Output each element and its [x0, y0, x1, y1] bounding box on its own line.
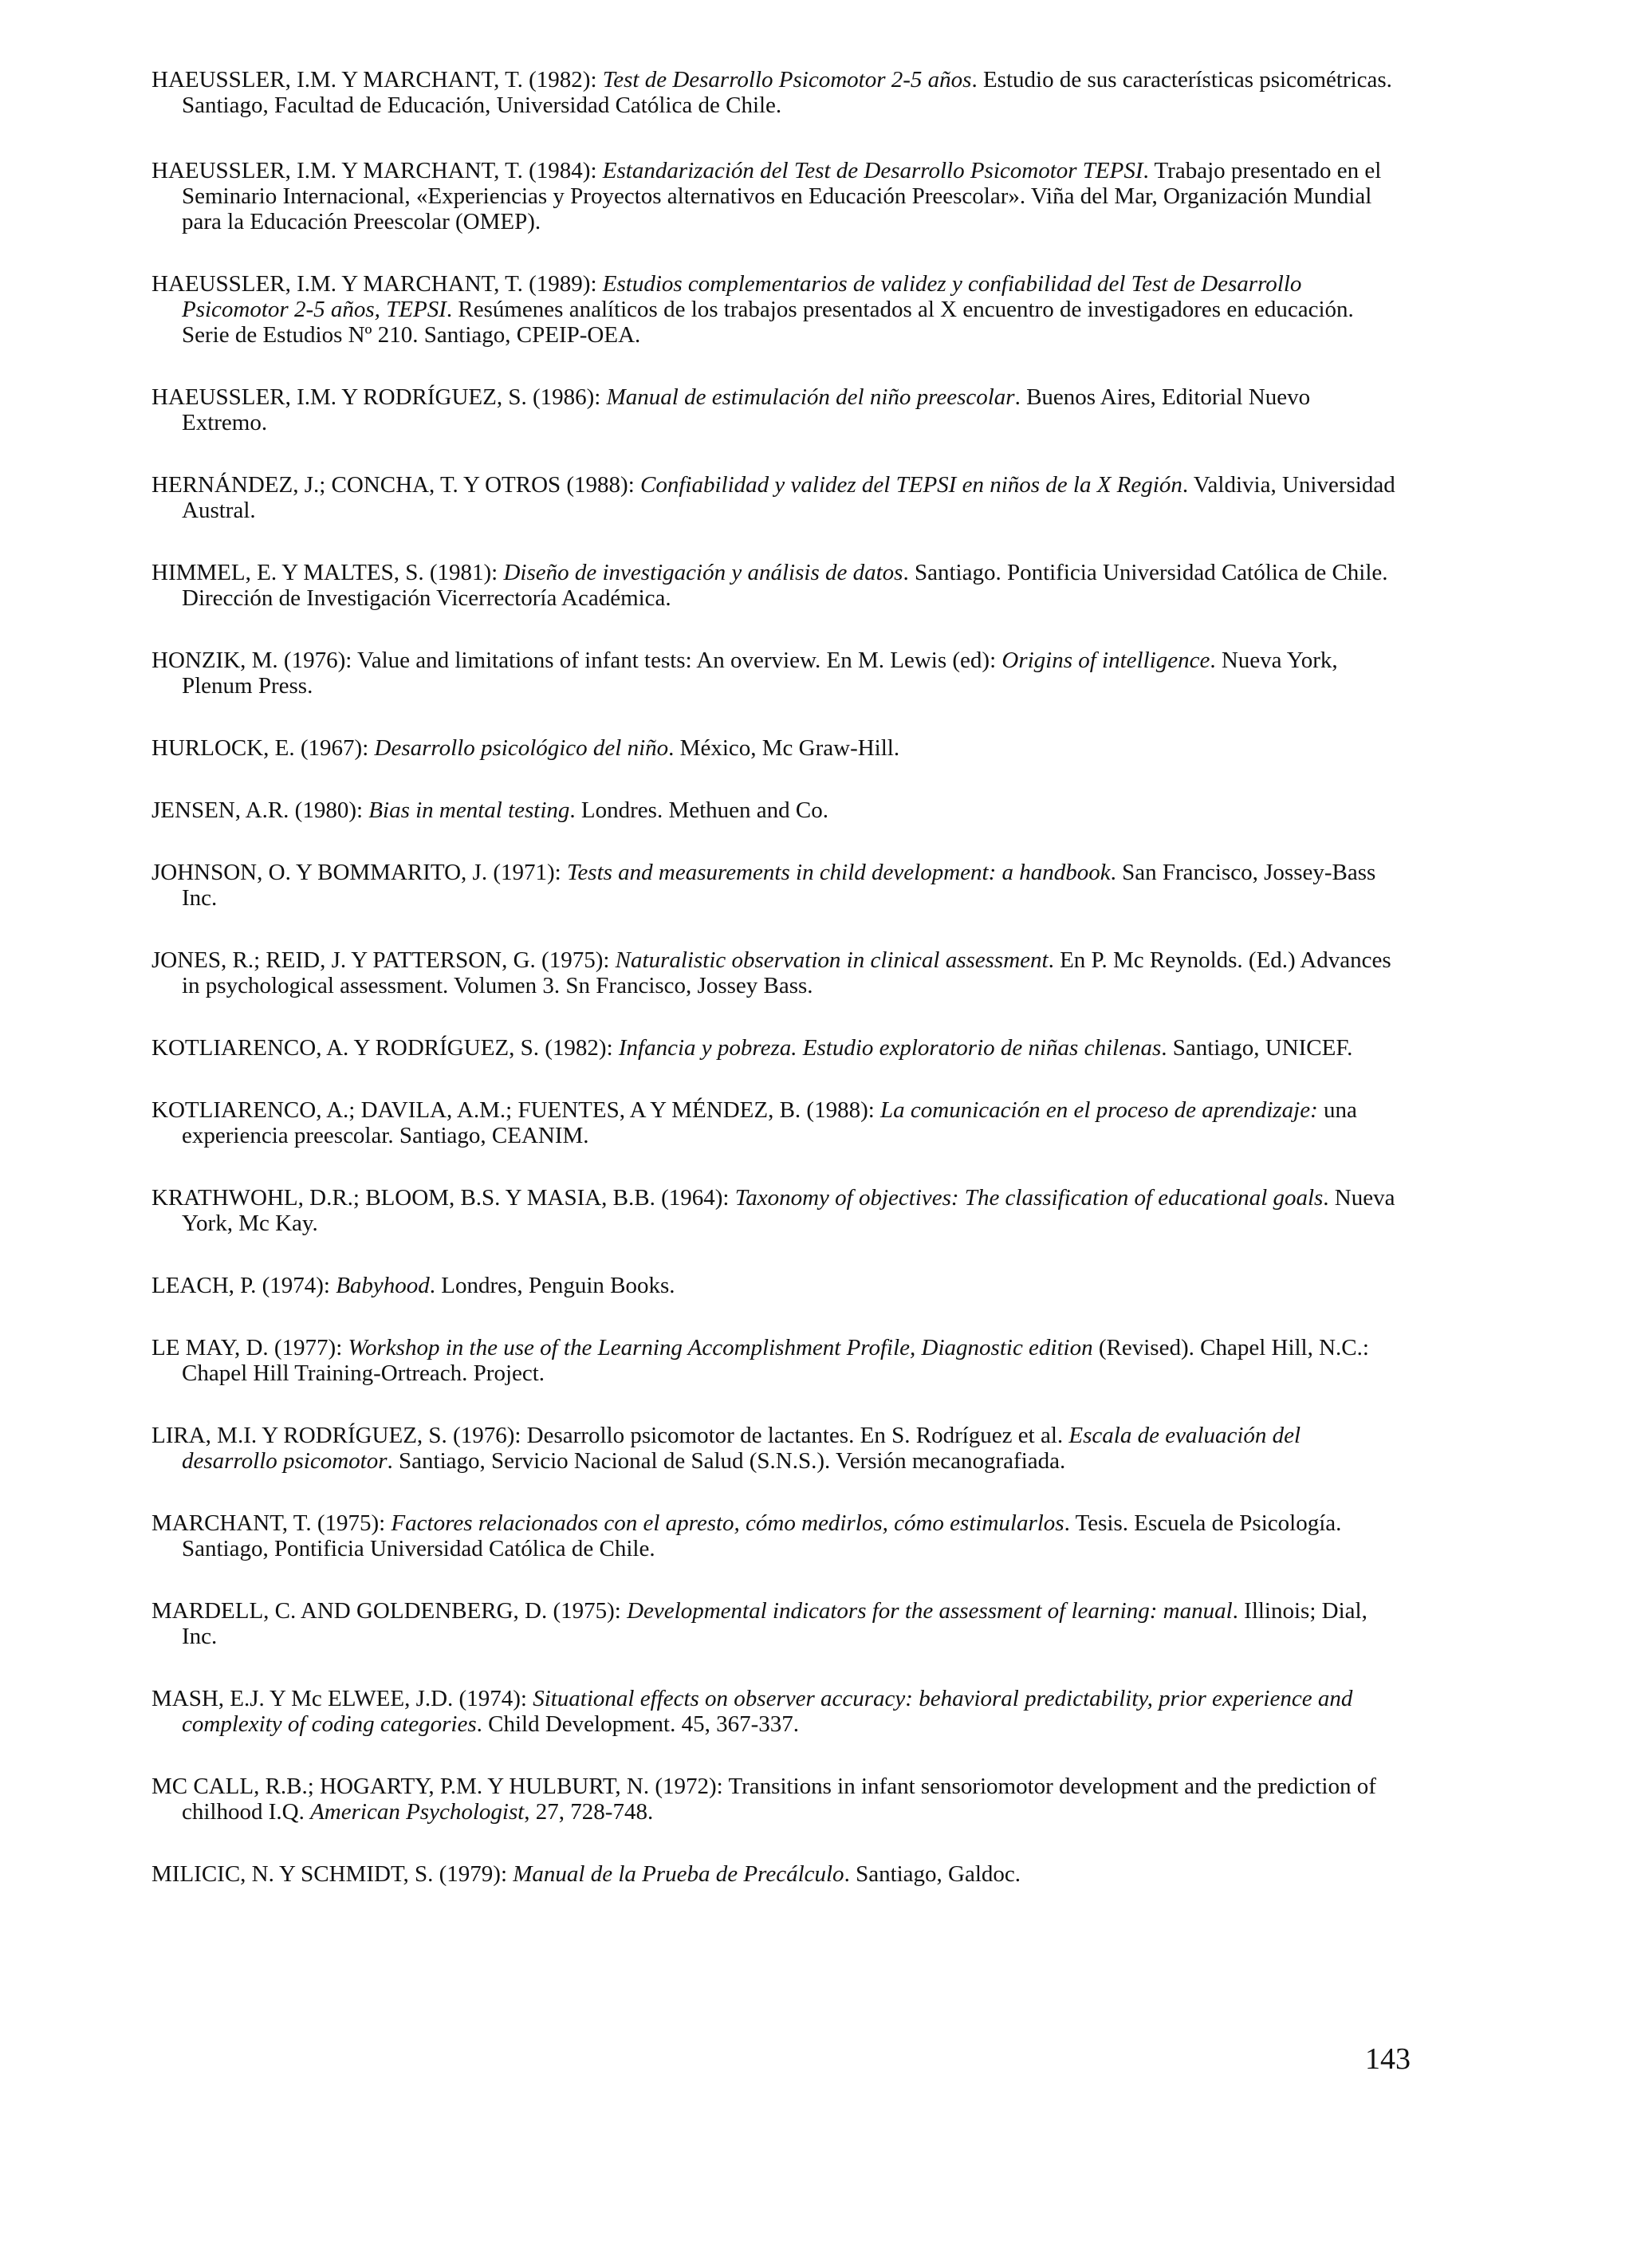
reference-entry [151, 1510, 1395, 1561]
reference-authors: JOHNSON, O. Y BOMMARITO, J. (1971): [151, 860, 567, 885]
reference-authors: KRATHWOHL, D.R.; BLOOM, B.S. Y MASIA, B.B. (1964): [151, 1185, 735, 1211]
reference-entry [151, 1423, 1395, 1474]
reference-details: . Trabajo presentado en el Seminario Internacional, «Experiencias y Proyectos alternativos en Educación Preescolar». Viña del Mar, Organización Mundial para la Educación Preescolar (OMEP). [182, 158, 1382, 234]
reference-authors: JONES, R.; REID, J. Y PATTERSON, G. (1975): [151, 947, 616, 973]
reference-title: Workshop in the use of the Learning Accomplishment Profile, Diagnostic edition [348, 1335, 1093, 1360]
reference-authors: HURLOCK, E. (1967): [151, 735, 375, 761]
reference-details: . Santiago, Galdoc. [844, 1861, 1021, 1887]
reference-title: Desarrollo psicológico del niño [374, 735, 669, 761]
reference-title: Factores relacionados con el apresto, cómo medirlos, cómo estimularlos [391, 1510, 1064, 1536]
reference-entry [151, 735, 1395, 761]
reference-authors: MILICIC, N. Y SCHMIDT, S. (1979): [151, 1861, 514, 1887]
reference-entry [151, 271, 1395, 348]
reference-authors: MARDELL, C. AND GOLDENBERG, D. (1975): [151, 1598, 628, 1624]
reference-details: . Valdivia, Universidad Austral. [182, 472, 1395, 523]
reference-details: una experiencia preescolar. Santiago, CEANIM. [182, 1097, 1357, 1148]
reference-entry [151, 860, 1395, 911]
reference-title: Escala de evaluación del desarrollo psicomotor [182, 1423, 1301, 1474]
reference-entry [151, 1686, 1395, 1737]
reference-details: . Buenos Aires, Editorial Nuevo Extremo. [182, 384, 1311, 435]
reference-entry [151, 1598, 1395, 1649]
reference-details: . En P. Mc Reynolds. (Ed.) Advances in psychological assessment. Volumen 3. Sn Francisco, Jossey Bass. [182, 947, 1391, 998]
reference-entry [151, 1035, 1395, 1061]
reference-title: Confiabilidad y validez del TEPSI en niños de la X Región [640, 472, 1182, 498]
reference-authors: HAEUSSLER, I.M. Y MARCHANT, T. (1984): [151, 158, 603, 183]
reference-authors: HAEUSSLER, I.M. Y MARCHANT, T. (1982): [151, 67, 603, 93]
reference-details: . Londres. Methuen and Co. [569, 797, 829, 823]
reference-authors: KOTLIARENCO, A. Y RODRÍGUEZ, S. (1982): [151, 1035, 619, 1061]
reference-authors: HONZIK, M. (1976): Value and limitations of infant tests: An overview. En M. Lewis (ed): [151, 648, 1002, 673]
reference-details: . Estudio de sus características psicométricas. Santiago, Facultad de Educación, Universidad Católica de Chile. [182, 67, 1392, 118]
reference-entry [151, 947, 1395, 998]
reference-authors: HAEUSSLER, I.M. Y MARCHANT, T. (1989): [151, 271, 603, 297]
reference-details: . Illinois; Dial, Inc. [182, 1598, 1367, 1649]
reference-authors: LIRA, M.I. Y RODRÍGUEZ, S. (1976): Desarrollo psicomotor de lactantes. En S. Rodríguez et al. [151, 1423, 1069, 1448]
reference-details: . Tesis. Escuela de Psicología. Santiago, Pontificia Universidad Católica de Chile. [182, 1510, 1342, 1561]
reference-title: Infancia y pobreza. Estudio exploratorio de niñas chilenas [618, 1035, 1162, 1061]
reference-title: La comunicación en el proceso de aprendizaje: [880, 1097, 1318, 1123]
reference-title: Estandarización del Test de Desarrollo Psicomotor TEPSI [602, 158, 1143, 183]
reference-details: . México, Mc Graw-Hill. [668, 735, 900, 761]
reference-title: Manual de estimulación del niño preescolar [606, 384, 1015, 410]
reference-details: . Nueva York, Plenum Press. [182, 648, 1338, 699]
page-number: 143 [1365, 2042, 1411, 2076]
reference-authors: MARCHANT, T. (1975): [151, 1510, 392, 1536]
reference-authors: LE MAY, D. (1977): [151, 1335, 348, 1360]
reference-entry [151, 797, 1395, 823]
reference-entry [151, 1774, 1395, 1825]
reference-entry [151, 67, 1395, 118]
reference-title: Developmental indicators for the assessment of learning: manual [627, 1598, 1233, 1624]
reference-entry [151, 384, 1395, 435]
reference-entry [151, 648, 1395, 699]
reference-details: , 27, 728-748. [524, 1799, 654, 1825]
reference-authors: MC CALL, R.B.; HOGARTY, P.M. Y HULBURT, N. (1972): Transitions in infant sensoriomotor development and the prediction of chilhood I.Q. [151, 1774, 1376, 1825]
reference-authors: HAEUSSLER, I.M. Y RODRÍGUEZ, S. (1986): [151, 384, 607, 410]
reference-title: Test de Desarrollo Psicomotor 2-5 años [602, 67, 972, 93]
reference-entry [151, 1273, 1395, 1298]
reference-details: (Revised). Chapel Hill, N.C.: Chapel Hill Training-Ortreach. Project. [182, 1335, 1369, 1386]
reference-title: Naturalistic observation in clinical assessment [615, 947, 1049, 973]
reference-details: . Resúmenes analíticos de los trabajos presentados al X encuentro de investigadores en educación. Serie de Estudios Nº 210. Santiago, CPEIP-OEA. [182, 297, 1354, 348]
reference-details: . San Francisco, Jossey-Bass Inc. [182, 860, 1376, 911]
reference-title: Tests and measurements in child development: a handbook [566, 860, 1111, 885]
reference-authors: MASH, E.J. Y Mc ELWEE, J.D. (1974): [151, 1686, 533, 1711]
reference-entry [151, 560, 1395, 611]
reference-details: . Child Development. 45, 367-337. [476, 1711, 799, 1737]
reference-title: Origins of intelligence [1001, 648, 1210, 673]
reference-title: Manual de la Prueba de Precálculo [513, 1861, 844, 1887]
reference-authors: LEACH, P. (1974): [151, 1273, 336, 1298]
reference-entry [151, 1185, 1395, 1236]
reference-entry [151, 1861, 1395, 1887]
reference-title: Situational effects on observer accuracy: behavioral predictability, prior experience and complexity of coding categories [182, 1686, 1353, 1737]
reference-details: . Nueva York, Mc Kay. [182, 1185, 1395, 1236]
reference-authors: JENSEN, A.R. (1980): [151, 797, 369, 823]
reference-list [151, 67, 1395, 1887]
reference-entry [151, 1335, 1395, 1386]
reference-entry [151, 1097, 1395, 1148]
reference-entry [151, 158, 1395, 234]
reference-title: American Psychologist [310, 1799, 525, 1825]
reference-entry [151, 472, 1395, 523]
reference-title: Diseño de investigación y análisis de datos [503, 560, 903, 585]
reference-details: . Santiago, UNICEF. [1161, 1035, 1353, 1061]
reference-authors: KOTLIARENCO, A.; DAVILA, A.M.; FUENTES, A Y MÉNDEZ, B. (1988): [151, 1097, 881, 1123]
reference-details: . Londres, Penguin Books. [429, 1273, 675, 1298]
reference-title: Taxonomy of objectives: The classification of educational goals [734, 1185, 1324, 1211]
reference-details: . Santiago. Pontificia Universidad Católica de Chile. Dirección de Investigación Vicerrectoría Académica. [182, 560, 1388, 611]
reference-authors: HERNÁNDEZ, J.; CONCHA, T. Y OTROS (1988): [151, 472, 641, 498]
reference-title: Estudios complementarios de validez y confiabilidad del Test de Desarrollo Psicomotor 2-5 años, TEPSI [182, 271, 1302, 322]
reference-title: Babyhood [336, 1273, 430, 1298]
reference-authors: HIMMEL, E. Y MALTES, S. (1981): [151, 560, 504, 585]
reference-title: Bias in mental testing [368, 797, 570, 823]
reference-details: . Santiago, Servicio Nacional de Salud (S.N.S.). Versión mecanografiada. [387, 1448, 1066, 1474]
